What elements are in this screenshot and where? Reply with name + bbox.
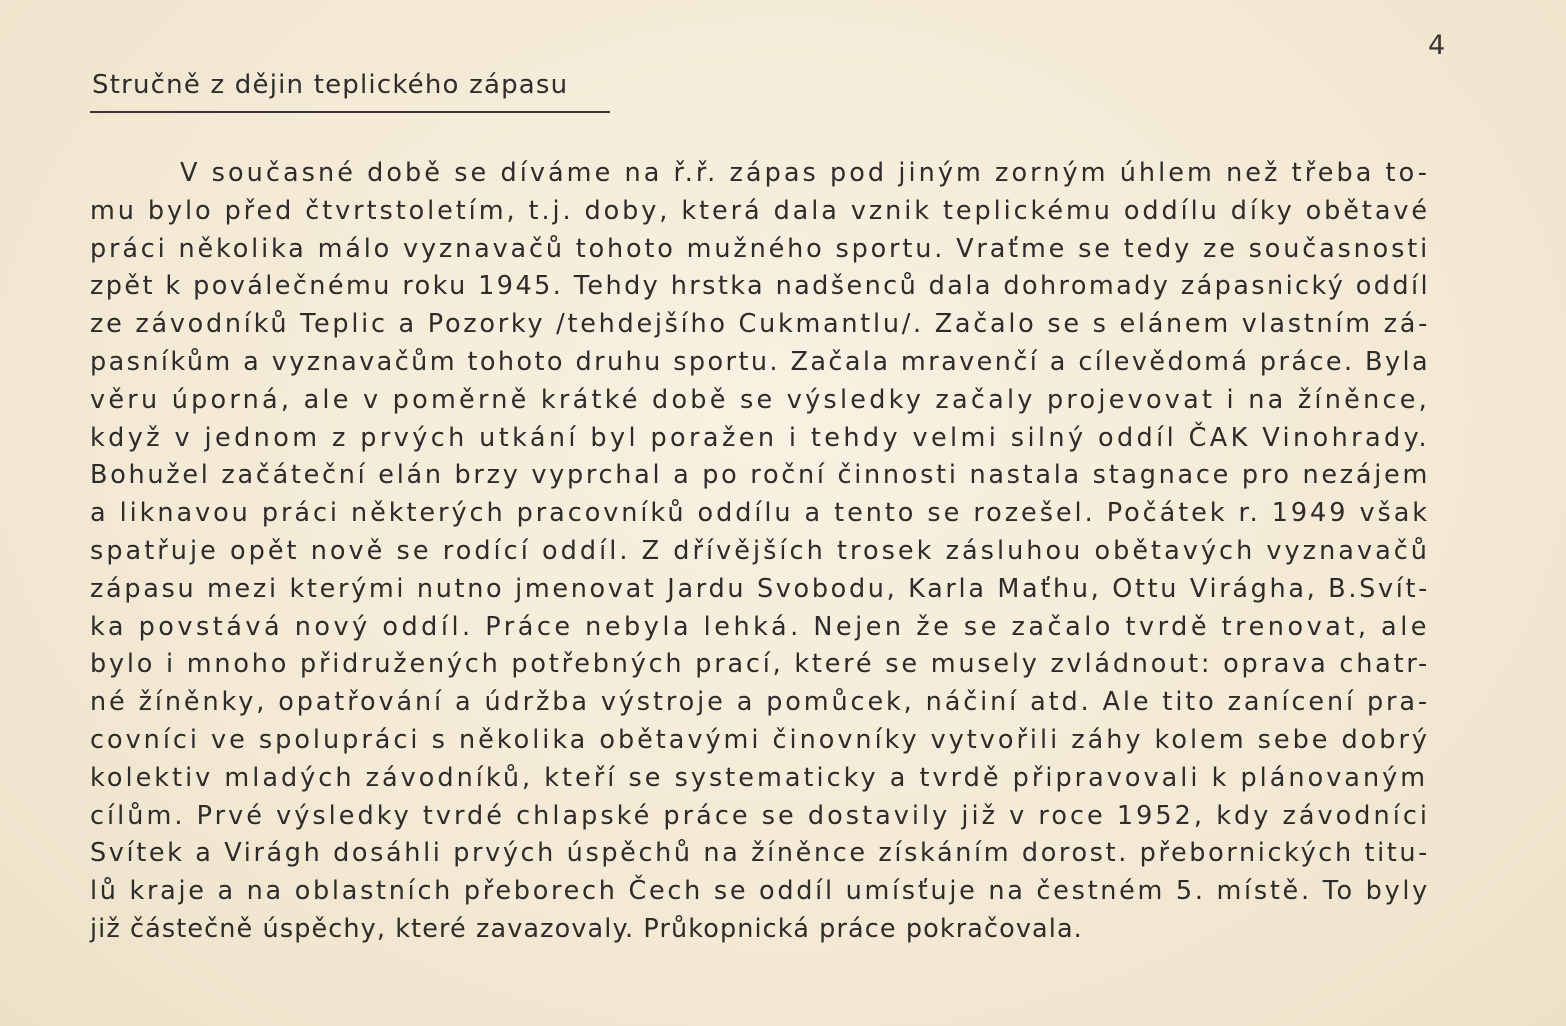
page-number: 4 [1428,30,1447,61]
paragraph-line: a liknavou práci některých pracovníků oddílu a tento se rozešel. Počátek r. 1949 však [90,498,1430,529]
paragraph-line: věru úporná, ale v poměrně krátké době se výsledky začaly projevovat i na žíněnce, [90,384,1430,415]
paragraph-line: bylo i mnoho přidružených potřebných prací, které se musely zvládnout: oprava chatr- [90,649,1430,680]
paragraph-line: ze závodníků Teplic a Pozorky /tehdejšího Cukmantlu/. Začalo se s elánem vlastním zá- [90,309,1430,340]
body-paragraph [90,155,1450,949]
paragraph-line: když v jednom z prvých utkání byl poražen i tehdy velmi silný oddíl ČAK Vinohrady. [90,422,1430,453]
paragraph-line: práci několika málo vyznavačů tohoto mužného sportu. Vraťme se tedy ze současnosti [90,233,1430,264]
paragraph-line: spatřuje opět nově se rodící oddíl. Z dřívějších trosek zásluhou obětavých vyznavačů [90,535,1430,566]
paragraph-line: pasníkům a vyznavačům tohoto druhu sportu. Začala mravenčí a cílevědomá práce. Byla [90,346,1430,377]
paragraph-line: covníci ve spolupráci s několika obětavými činovníky vytvořili záhy kolem sebe dobrý [90,724,1430,755]
paragraph-line: Svítek a Virágh dosáhli prvých úspěchů na žíněnce získáním dorost. přebornických titu- [90,838,1430,869]
section-heading: Stručně z dějin teplického zápasu [92,70,569,100]
paragraph-line: Bohužel začáteční elán brzy vyprchal a po roční činnosti nastala stagnace pro nezájem [90,460,1430,491]
heading-underline [90,111,610,113]
paragraph-line: zpět k poválečnému roku 1945. Tehdy hrstka nadšenců dala dohromady zápasnický oddíl [90,271,1430,302]
paragraph-line: kolektiv mladých závodníků, kteří se systematicky a tvrdě připravovali k plánovaným [90,762,1429,793]
paragraph-line: cílům. Prvé výsledky tvrdé chlapské práce se dostavily již v roce 1952, kdy závodníci [90,800,1430,831]
paragraph-line: ka povstává nový oddíl. Práce nebyla lehká. Nejen že se začalo tvrdě trenovat, ale [90,611,1430,642]
paragraph-line: mu bylo před čtvrtstoletím, t.j. doby, která dala vznik teplickému oddílu díky obětavé [90,195,1430,226]
paragraph-line: již částečně úspěchy, které zavazovaly. Průkopnická práce pokračovala. [90,913,1083,944]
paragraph-line: V současné době se díváme na ř.ř. zápas pod jiným zorným úhlem než třeba to- [180,158,1430,188]
paragraph-line: zápasu mezi kterými nutno jmenovat Jardu Svobodu, Karla Maťhu, Ottu Virágha, B.Svít- [90,573,1430,604]
paragraph-line: né žíněnky, opatřování a údržba výstroje a pomůcek, náčiní atd. Ale tito zanícení pra- [90,687,1430,718]
paragraph-line: lů kraje a na oblastních přeborech Čech se oddíl umísťuje na čestném 5. místě. To byly [90,876,1430,907]
